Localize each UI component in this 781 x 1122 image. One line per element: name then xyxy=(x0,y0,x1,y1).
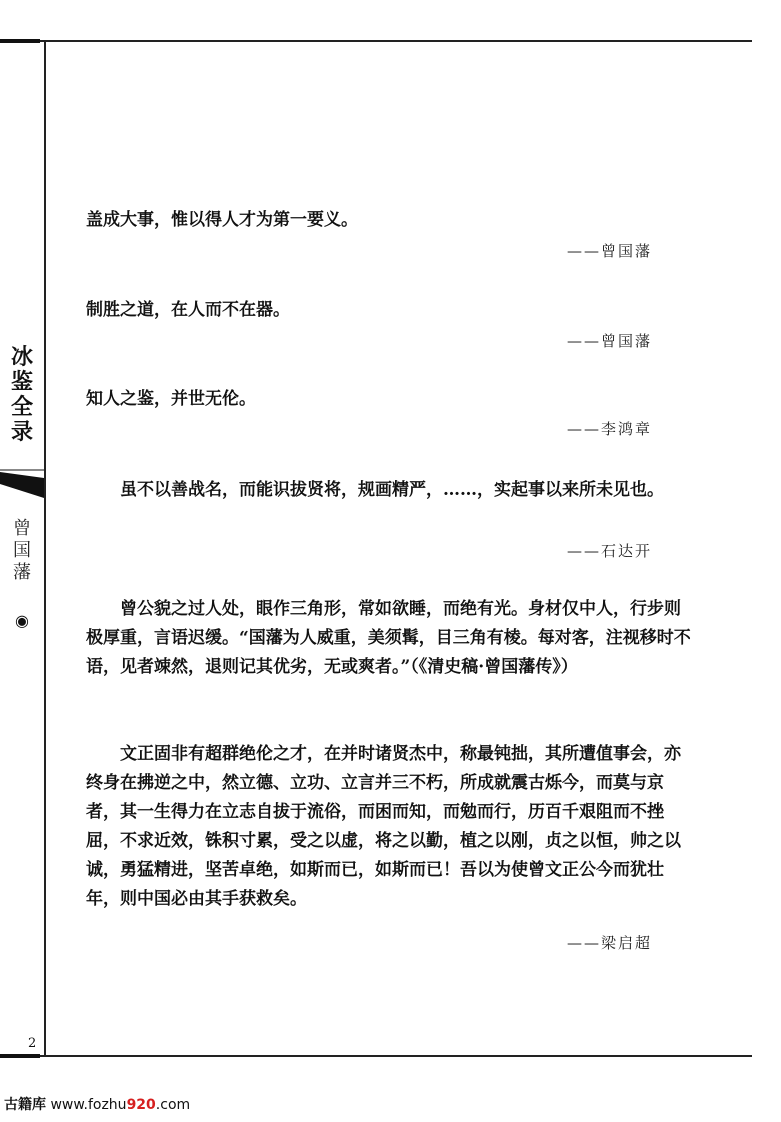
page-number: 2 xyxy=(28,1036,37,1051)
chapter-char: 藩 xyxy=(13,562,31,583)
footer-url-suffix: .com xyxy=(155,1097,191,1113)
quote-text: 知人之鉴，并世无伦。 xyxy=(86,389,256,409)
bottom-rule-accent xyxy=(0,1054,40,1058)
quote-text: 虽不以善战名，而能识拔贤将，规画精严，……，实起事以来所未见也。 xyxy=(120,480,664,500)
quote-author: ——李鸿章 xyxy=(566,420,652,438)
quote-author: ——梁启超 xyxy=(566,934,652,952)
quote-text: 曾公貌之过人处，眼作三角形，常如欲睡，而绝有光。身材仅中人，行步则极厚重，言语迟缓。“国藩为人威重，美须髯，目三角有棱。每对客，注视移时不语，见者竦然，退则记其优劣，无或爽者。”（《清史稿·曾国藩传》） xyxy=(86,599,691,677)
side-wedge-ornament xyxy=(0,468,44,498)
top-rule-accent xyxy=(0,39,40,43)
chapter-char: 曾 xyxy=(13,518,31,539)
footer-url-accent: 920 xyxy=(126,1097,156,1113)
quote-author: ——石达开 xyxy=(566,542,652,560)
footer-watermark xyxy=(4,1094,190,1114)
quote-author: ——曾国藩 xyxy=(566,242,652,260)
quote-author: ——曾国藩 xyxy=(566,332,652,350)
chapter-marker-icon: ◉ xyxy=(15,611,29,630)
book-title-char: 全 xyxy=(10,394,33,420)
quote-text: 文正固非有超群绝伦之才，在并时诸贤杰中，称最钝拙，其所遭值事会，亦终身在拂逆之中，然立德、立功、立言并三不朽，所成就震古烁今，而莫与京者，其一生得力在立志自拔于流俗，而困而知，而勉而行，历百千艰阻而不挫屈，不求近效，铢积寸累，受之以虚，将之以勤，植之以刚，贞之以恒，帅之以诚，勇猛精进，坚苦卓绝，如斯而已，如斯而已！吾以为使曾文正公今而犹壮年，则中国必由其手获救矣。 xyxy=(86,744,681,909)
quote-text: 盖成大事，惟以得人才为第一要义。 xyxy=(86,210,358,230)
book-title-char: 冰 xyxy=(10,344,33,370)
side-chapter-title xyxy=(6,518,38,584)
bottom-rule xyxy=(0,1055,752,1057)
top-rule xyxy=(0,40,752,42)
chapter-char: 国 xyxy=(13,540,31,561)
footer-site-name: 古籍库 xyxy=(4,1097,46,1113)
book-title-char: 鉴 xyxy=(10,369,33,395)
footer-url-prefix: www.fozhu xyxy=(50,1097,127,1113)
book-title-char: 录 xyxy=(10,419,33,445)
side-book-title xyxy=(4,345,40,445)
quote-text: 制胜之道，在人而不在器。 xyxy=(86,300,290,320)
left-margin-rule xyxy=(44,40,46,1056)
